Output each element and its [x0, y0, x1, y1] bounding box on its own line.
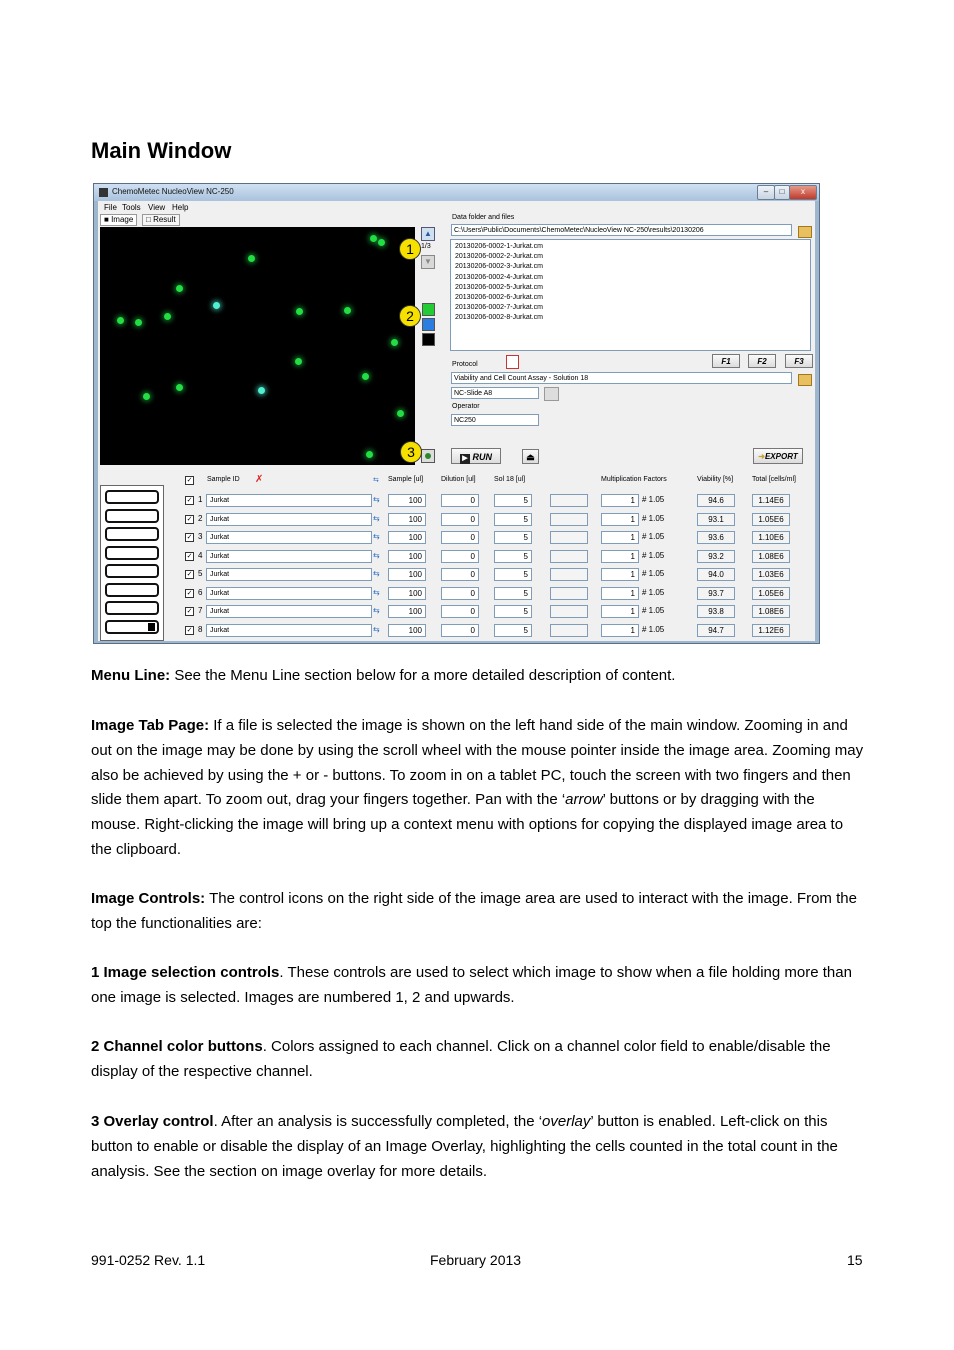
header-viability: Viability [%]	[697, 476, 734, 483]
sample-id-input[interactable]: Jurkat	[206, 605, 372, 618]
image-controls-heading: Image Controls:	[91, 890, 206, 907]
para-menu-line	[91, 664, 866, 689]
table-row	[98, 567, 815, 585]
para-item-3	[91, 1110, 866, 1184]
menu-help[interactable]: Help	[172, 203, 189, 212]
sol18-input[interactable]: 5	[494, 550, 532, 563]
sample-id-input[interactable]: Jurkat	[206, 550, 372, 563]
calendar-icon[interactable]	[506, 355, 519, 369]
item-1-heading: 1 Image selection controls	[91, 964, 280, 981]
row-checkbox[interactable]: ✓	[186, 627, 193, 634]
channel-green-button[interactable]	[422, 303, 435, 316]
list-item[interactable]: 20130206-0002-6-Jurkat.cm	[455, 294, 543, 302]
sol18-input[interactable]: 5	[494, 513, 532, 526]
row-number: 8	[198, 625, 203, 634]
total-value: 1.03E6	[752, 568, 790, 581]
table-row	[98, 493, 815, 511]
row-checkbox[interactable]: ✓	[186, 497, 193, 504]
sample-id-input[interactable]: Jurkat	[206, 587, 372, 600]
blank-field	[550, 587, 588, 600]
callout-3: 3	[400, 441, 422, 463]
viability-value: 93.6	[697, 531, 735, 544]
viability-value: 94.6	[697, 494, 735, 507]
viability-value: 94.0	[697, 568, 735, 581]
export-icon: ➜	[758, 452, 765, 461]
image-counter: 1/3	[421, 243, 431, 250]
delete-icon[interactable]: ✗	[255, 474, 264, 485]
app-icon	[99, 188, 108, 197]
table-row	[98, 623, 815, 641]
blank-field	[550, 605, 588, 618]
blank-field	[550, 494, 588, 507]
dilution-input[interactable]: 0	[441, 550, 479, 563]
factor-label: # 1.05	[642, 495, 665, 504]
total-value: 1.08E6	[752, 550, 790, 563]
row-checkbox[interactable]: ✓	[186, 571, 193, 578]
viability-value: 93.7	[697, 587, 735, 600]
row-number: 2	[198, 514, 203, 523]
run-button[interactable]	[451, 448, 501, 464]
channel-black-button[interactable]	[422, 333, 435, 346]
blank-field	[550, 550, 588, 563]
blank-field	[550, 624, 588, 637]
sample-id-input[interactable]: Jurkat	[206, 624, 372, 637]
folder-icon[interactable]	[798, 226, 812, 238]
dilution-input[interactable]: 0	[441, 494, 479, 507]
factor-label: # 1.05	[642, 551, 665, 560]
client-area	[98, 201, 815, 641]
viability-value: 94.7	[697, 624, 735, 637]
multiplication-input[interactable]: 1	[601, 587, 639, 600]
callout-2: 2	[399, 305, 421, 327]
image-view[interactable]	[100, 227, 415, 465]
item-3-emphasis: overlay	[542, 1113, 591, 1130]
sample-grid	[98, 469, 815, 641]
up-arrow-icon[interactable]: ▲	[421, 227, 435, 241]
list-item[interactable]: 20130206-0002-3-Jurkat.cm	[455, 263, 543, 271]
para-image-tab	[91, 714, 866, 863]
copy-row-icon[interactable]: ⇆	[373, 625, 380, 634]
sample-id-input[interactable]: Jurkat	[206, 568, 372, 581]
copy-row-icon[interactable]: ⇆	[373, 588, 380, 597]
viability-value: 93.1	[697, 513, 735, 526]
data-folder-label: Data folder and files	[452, 214, 515, 221]
slide-field[interactable]: NC-Slide A8	[451, 387, 539, 399]
para-item-2	[91, 1035, 866, 1085]
sample-volume-input[interactable]: 100	[388, 624, 426, 637]
total-value: 1.05E6	[752, 513, 790, 526]
data-folder-path[interactable]: C:\Users\Public\Documents\ChemoMetec\NucleoView NC-250\results\20130206	[451, 224, 792, 236]
header-sample: Sample [ul]	[388, 476, 424, 483]
image-tab-text-2: ’ buttons or by dragging with the mouse. Right-clicking the image will bring up a context menu with options for copying the displayed image area to the clipboard.	[91, 791, 844, 858]
sample-volume-input[interactable]: 100	[388, 587, 426, 600]
menu-line-text: See the Menu Line section below for a more detailed description of content.	[170, 667, 676, 684]
copy-row-icon[interactable]: ⇆	[373, 532, 380, 541]
row-checkbox[interactable]: ✓	[186, 516, 193, 523]
row-number: 6	[198, 588, 203, 597]
sample-volume-input[interactable]: 100	[388, 550, 426, 563]
run-label: RUN	[472, 452, 492, 462]
sample-id-input[interactable]: Jurkat	[206, 513, 372, 526]
total-value: 1.14E6	[752, 494, 790, 507]
file-list[interactable]	[450, 239, 811, 351]
edit-icon[interactable]	[544, 387, 559, 401]
header-sol18: Sol 18 [ul]	[494, 476, 526, 483]
sol18-input[interactable]: 5	[494, 531, 532, 544]
image-tab-heading: Image Tab Page:	[91, 717, 210, 734]
image-controls-text: The control icons on the right side of the image area are used to interact with the image. From the top the functionalities are:	[91, 890, 857, 932]
item-3-heading: 3 Overlay control	[91, 1113, 214, 1130]
sample-volume-input[interactable]: 100	[388, 513, 426, 526]
protocol-label: Protocol	[452, 361, 478, 368]
table-row	[98, 586, 815, 604]
window-title: ChemoMetec NucleoView NC-250	[112, 187, 234, 196]
table-row	[98, 549, 815, 567]
protocol-folder-icon[interactable]	[798, 374, 812, 386]
f2-button[interactable]: F2	[748, 354, 776, 368]
operator-field[interactable]: NC250	[451, 414, 539, 426]
sample-volume-input[interactable]: 100	[388, 531, 426, 544]
row-number: 1	[198, 495, 203, 504]
menu-tools[interactable]: Tools	[122, 203, 141, 212]
channel-blue-button[interactable]	[422, 318, 435, 331]
sol18-input[interactable]: 5	[494, 587, 532, 600]
factor-label: # 1.05	[642, 606, 665, 615]
item-2-text: . Colors assigned to each channel. Click on a channel color field to enable/disable the display of the respective channel.	[91, 1038, 831, 1080]
image-tab-text-1: If a file is selected the image is shown on the left hand side of the main window. Zooming in and out on the image may be done by using the scroll wheel with the mouse pointer inside the image area. Zooming may also be achieved by using the + or - buttons. To zoom in on a tablet PC, touch the screen with two fingers and then slide them apart. To zoom out, drag your fingers together. Pan with the ‘	[91, 717, 864, 809]
close-button[interactable]: x	[789, 185, 817, 200]
row-checkbox[interactable]: ✓	[186, 590, 193, 597]
para-item-1	[91, 961, 866, 1011]
callout-1: 1	[399, 238, 421, 260]
menu-file[interactable]: File	[104, 203, 117, 212]
list-item[interactable]: 20130206-0002-8-Jurkat.cm	[455, 314, 543, 322]
image-tab-emphasis: arrow	[565, 791, 603, 809]
sample-volume-input[interactable]: 100	[388, 494, 426, 507]
protocol-field[interactable]: Viability and Cell Count Assay - Solution 18	[451, 372, 792, 384]
f1-button[interactable]: F1	[712, 354, 740, 368]
row-number: 3	[198, 532, 203, 541]
sample-id-input[interactable]: Jurkat	[206, 531, 372, 544]
menu-bar	[98, 201, 815, 213]
select-all-checkbox[interactable]: ✓	[186, 477, 193, 484]
tab-result[interactable]	[142, 214, 180, 226]
multiplication-input[interactable]: 1	[601, 494, 639, 507]
row-number: 7	[198, 606, 203, 615]
list-item[interactable]: 20130206-0002-5-Jurkat.cm	[455, 283, 543, 291]
multiplication-input[interactable]: 1	[601, 568, 639, 581]
factor-label: # 1.05	[642, 569, 665, 578]
export-label: EXPORT	[764, 452, 798, 461]
play-icon: ▶	[460, 454, 470, 464]
row-checkbox[interactable]: ✓	[186, 608, 193, 615]
dilution-input[interactable]: 0	[441, 531, 479, 544]
total-value: 1.08E6	[752, 605, 790, 618]
sample-id-input[interactable]: Jurkat	[206, 494, 372, 507]
menu-line-heading: Menu Line:	[91, 667, 171, 684]
eject-icon[interactable]: ⏏	[522, 449, 539, 464]
item-3-text-1: . After an analysis is successfully completed, the ‘	[213, 1113, 543, 1130]
copy-row-icon[interactable]: ⇆	[373, 551, 380, 560]
app-window-screenshot	[93, 183, 820, 644]
multiplication-input[interactable]: 1	[601, 550, 639, 563]
list-item[interactable]: 20130206-0002-7-Jurkat.cm	[455, 304, 543, 312]
overlay-icon	[425, 453, 431, 459]
page-title: Main Window	[91, 138, 232, 163]
blank-field	[550, 513, 588, 526]
list-item[interactable]: 20130206-0002-2-Jurkat.cm	[455, 253, 543, 261]
operator-label: Operator	[452, 403, 480, 410]
dilution-input[interactable]: 0	[441, 605, 479, 618]
blank-field	[550, 568, 588, 581]
sample-volume-input[interactable]: 100	[388, 605, 426, 618]
viability-value: 93.8	[697, 605, 735, 618]
tab-result-label: Result	[153, 215, 176, 224]
tab-image[interactable]	[100, 214, 137, 226]
title-bar	[94, 184, 819, 201]
list-item[interactable]: 20130206-0002-4-Jurkat.cm	[455, 273, 543, 281]
copy-row-icon[interactable]: ⇆	[373, 569, 380, 578]
table-row	[98, 530, 815, 548]
multiplication-input[interactable]: 1	[601, 605, 639, 618]
minimize-button[interactable]: –	[757, 185, 775, 200]
sol18-input[interactable]: 5	[494, 605, 532, 618]
menu-view[interactable]: View	[148, 203, 166, 212]
sol18-input[interactable]: 5	[494, 624, 532, 637]
para-image-controls	[91, 887, 866, 937]
down-arrow-icon[interactable]: ▼	[421, 255, 435, 269]
multiplication-input[interactable]: 1	[601, 513, 639, 526]
table-row	[98, 604, 815, 622]
row-checkbox[interactable]: ✓	[186, 534, 193, 541]
sample-volume-input[interactable]: 100	[388, 568, 426, 581]
factor-label: # 1.05	[642, 625, 665, 634]
row-number: 5	[198, 569, 203, 578]
f3-button[interactable]: F3	[785, 354, 813, 368]
footer-date: February 2013	[430, 1252, 522, 1268]
dilution-input[interactable]: 0	[441, 568, 479, 581]
header-sample-id: Sample ID	[207, 476, 240, 483]
footer-doc-number: 991-0252 Rev. 1.1	[91, 1252, 206, 1268]
image-tab-icon: ■	[104, 215, 112, 224]
item-1-text: . These controls are used to select which image to show when a file holding more than one image is selected. Images are numbered 1, 2 and upwards.	[91, 964, 852, 1006]
multiplication-input[interactable]: 1	[601, 624, 639, 637]
dilution-input[interactable]: 0	[441, 513, 479, 526]
blank-field	[550, 531, 588, 544]
sol18-input[interactable]: 5	[494, 568, 532, 581]
item-3-text-2: ’ button is enabled. Left-click on this button to enable or disable the display of an Image Overlay, highlighting the cells counted in the total count in the analysis. See the section on image overlay for more details.	[91, 1113, 838, 1180]
footer-page-number: 15	[847, 1252, 863, 1268]
sol18-input[interactable]: 5	[494, 494, 532, 507]
viability-value: 93.2	[697, 550, 735, 563]
copy-row-icon[interactable]: ⇆	[373, 606, 380, 615]
dilution-input[interactable]: 0	[441, 624, 479, 637]
header-dilution: Dilution [ul]	[441, 476, 476, 483]
dilution-input[interactable]: 0	[441, 587, 479, 600]
copy-down-icon[interactable]: ⇆	[373, 477, 379, 484]
factor-label: # 1.05	[642, 514, 665, 523]
maximize-button[interactable]: □	[774, 185, 790, 200]
total-value: 1.05E6	[752, 587, 790, 600]
tab-image-label: Image	[111, 215, 134, 224]
result-tab-icon: □	[146, 215, 154, 224]
export-button[interactable]	[753, 448, 803, 464]
copy-row-icon[interactable]: ⇆	[373, 495, 380, 504]
list-item[interactable]: 20130206-0002-1-Jurkat.cm	[455, 243, 543, 250]
header-mult: Multiplication Factors	[601, 476, 667, 483]
copy-row-icon[interactable]: ⇆	[373, 514, 380, 523]
overlay-button[interactable]	[421, 449, 435, 463]
row-number: 4	[198, 551, 203, 560]
total-value: 1.10E6	[752, 531, 790, 544]
total-value: 1.12E6	[752, 624, 790, 637]
header-total: Total [cells/ml]	[752, 476, 796, 483]
item-2-heading: 2 Channel color buttons	[91, 1038, 263, 1055]
factor-label: # 1.05	[642, 532, 665, 541]
multiplication-input[interactable]: 1	[601, 531, 639, 544]
table-row	[98, 512, 815, 530]
factor-label: # 1.05	[642, 588, 665, 597]
row-checkbox[interactable]: ✓	[186, 553, 193, 560]
